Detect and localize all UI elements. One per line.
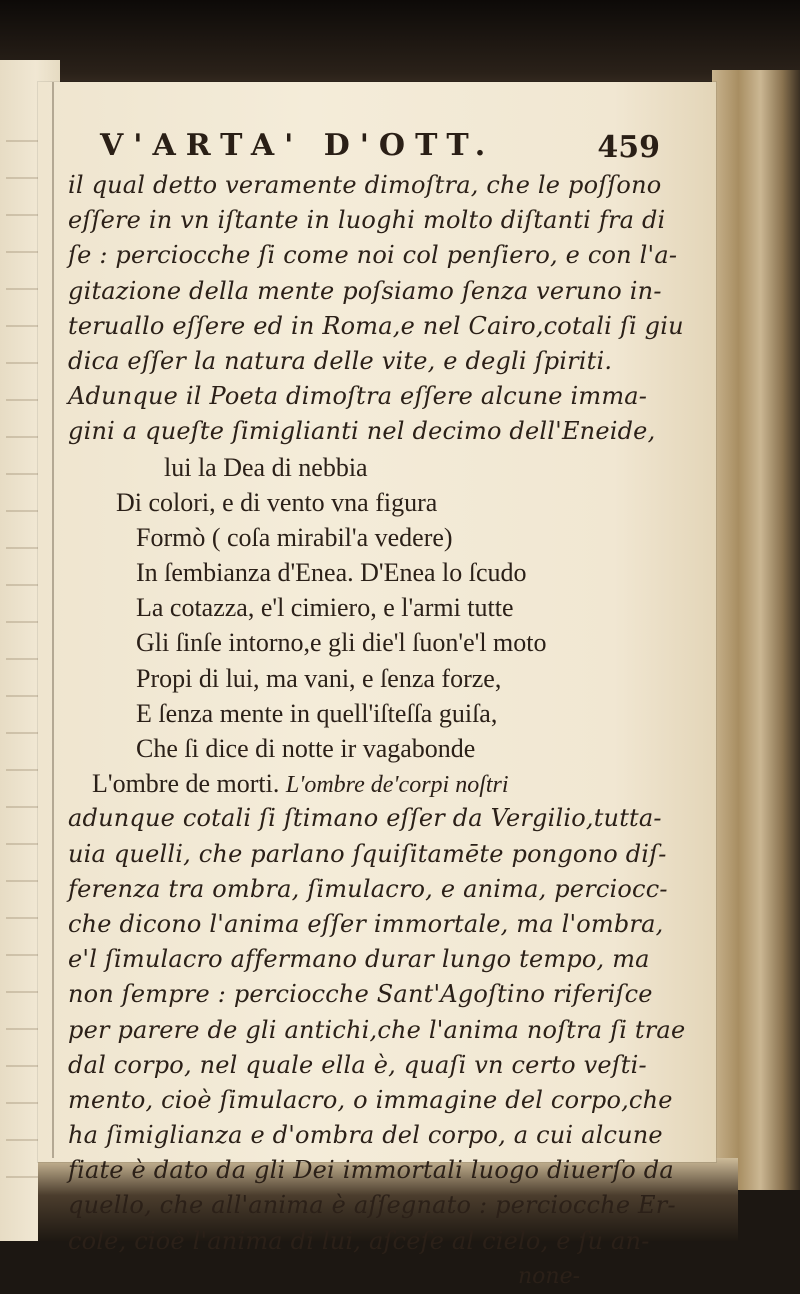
book-fore-edge [712,70,800,1190]
verse-line: Formò ( coſa mirabil'a vedere) [136,522,453,552]
prose-line: gini a queſte ſimiglianti nel decimo dell'Eneide, [68,417,656,446]
prose-line: e'l ſimulacro affermano durar lungo tempo, ma [68,945,650,974]
prose-line: dica eſſer la natura delle vite, e degli ſpiriti. [68,346,613,375]
verse-line: Che ſi dice di notte ir vagabonde [136,734,476,763]
prose-line: gitazione della mente poſsiamo ſenza veruno in- [68,276,662,305]
prose-line: dal corpo, nel quale ella è, quaſi vn certo veſti- [68,1050,647,1079]
scan-background-top [0,0,800,92]
prose-line: ferenza tra ombra, ſimulacro, e anima, perciocc- [68,874,668,903]
prose-line: cole, cioè l'anima di lui, aſceſe al cielo, e ſu an- [68,1226,650,1255]
prose-line: ſe : perciocche ſi come noi col penſiero, e con l'a- [68,241,678,270]
prose-line: eſſere in vn iſtante in luoghi molto diſtanti fra di [68,206,666,235]
prose-line: Adunque il Poeta dimoſtra eſſere alcune imma- [68,382,648,411]
prose-line: adunque cotali ſi ſtimano eſſer da Vergilio,tutta- [68,804,662,833]
page-number: 459 [597,130,660,165]
prose-line: non ſempre : perciocche Sant'Agoſtino riferiſce [68,980,653,1009]
prose-line: il qual detto veramente dimoſtra, che le poſſono [68,171,662,199]
verse-line: Gli ſinſe intorno,e gli die'l ſuon'e'l moto [136,628,547,658]
running-title: V'ARTA' D'OTT. [100,128,496,163]
prose-line: per parere de gli antichi,che l'anima noſtra ſi trae [68,1015,686,1044]
verse-line: Propi di lui, ma vani, e ſenza forze, [136,663,502,693]
verse-gloss: L'ombre de'corpi noſtri [285,772,509,799]
catchword: none- [518,1263,581,1289]
gutter-rule [52,82,54,1158]
verse-ending: L'ombre de morti. [92,769,280,799]
prose-line: fiate è dato da gli Dei immortali luogo diuerſo da [68,1156,674,1185]
prose-line: quello, che all'anima è aſſegnato : perciocche Er- [68,1191,676,1220]
prose-line: teruallo eſſere ed in Roma,e nel Cairo,cotali ſi giu [68,311,684,340]
prose-line: mento, cioè ſimulacro, o immagine del corpo,che [68,1085,673,1114]
prose-line: ha ſimiglianza e d'ombra del corpo, a cui alcune [68,1121,663,1150]
verse-line: In ſembianza d'Enea. D'Enea lo ſcudo [136,558,527,588]
verse-line: lui la Dea di nebbia [164,452,368,482]
page-header [100,128,660,168]
page-body [68,168,686,1294]
verse-line: Di colori, e di vento vna figura [116,487,438,517]
verse-line: La cotazza, e'l cimiero, e l'armi tutte [136,593,514,623]
prose-line: che dicono l'anima eſſer immortale, ma l'ombra, [68,909,664,938]
prose-line: uia quelli, che parlano ſquiſitamēte pongono diſ- [68,839,667,868]
verse-line [68,766,668,801]
verse-line: E ſenza mente in quell'iſteſſa guiſa, [136,698,498,728]
